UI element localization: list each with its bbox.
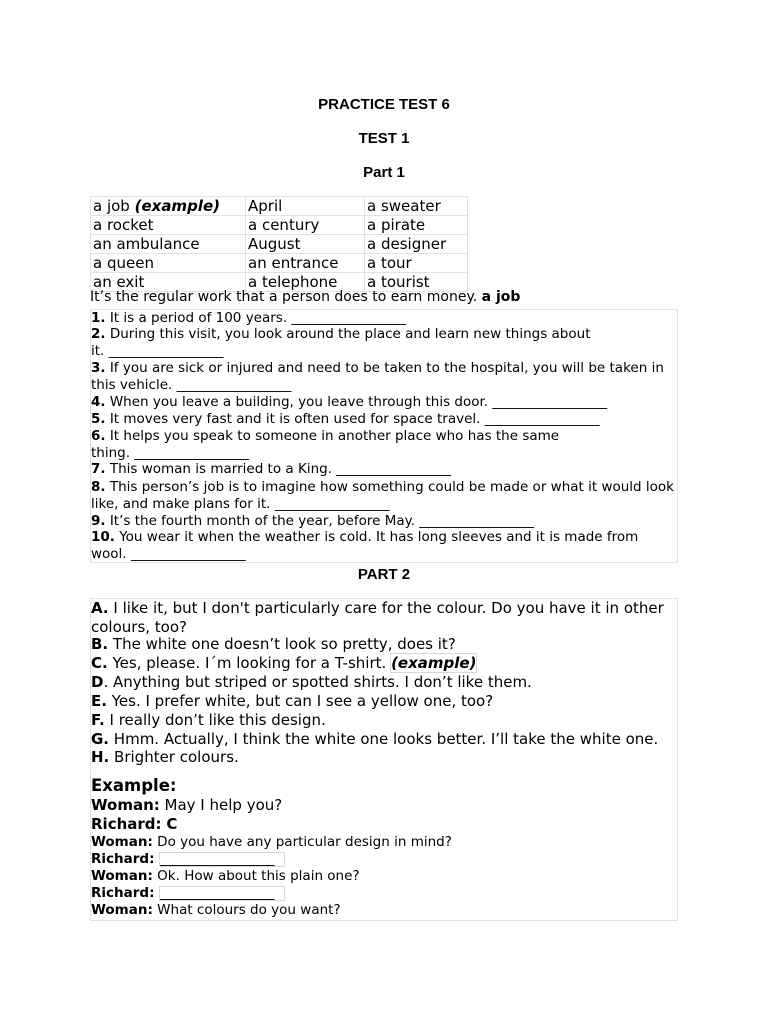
dialogue-text: What colours do you want? [157,902,341,918]
question-item [91,394,677,411]
speaker: Richard: [91,885,155,901]
question-item [91,513,677,530]
question-item [91,360,677,394]
question-text: If you are sick or injured and need to be taken to the hospital, you will be taken in this vehicle. _________________ [91,360,664,393]
dialogue-answer: C [166,815,178,833]
question-number: 8. [91,479,106,495]
word-cell [91,197,246,216]
option-text: Yes, please. I´m looking for a T-shirt. [112,654,387,672]
part2-heading: PART 2 [357,566,411,583]
part2-options [90,598,678,921]
question-number: 1. [91,310,106,326]
option-letter: A. [91,599,109,617]
question-item [91,529,677,563]
question-number: 9. [91,513,106,529]
dialogue-line [91,902,341,919]
part1-heading: Part 1 [363,164,405,181]
question-text-cont: it. _________________ [91,343,224,359]
word-cell: an entrance [246,254,365,273]
option-letter: E. [91,692,107,710]
option-text: The white one doesn’t look so pretty, does it? [112,635,456,653]
question-number: 7. [91,461,106,477]
dialogue-text: May I help you? [164,796,283,814]
word-cell: a pirate [365,216,468,235]
question-item [91,310,677,327]
option-letter: C. [91,654,108,672]
word-cell: August [246,235,365,254]
question-text: It’s the fourth month of the year, before May. _________________ [109,513,535,529]
question-text: It helps you speak to someone in another place who has the same [109,428,560,444]
word-row [91,254,468,273]
dialogue-line [91,885,285,902]
answer-blank[interactable]: _________________ [159,852,285,867]
answer-blank[interactable]: _________________ [159,886,285,901]
option-text: . Anything but striped or spotted shirts. I don’t like them. [103,673,532,691]
speaker: Woman: [91,834,153,850]
option-letter: F. [91,711,105,729]
example-sentence: It’s the regular work that a person does to earn money. [90,289,478,305]
word-cell: a tour [365,254,468,273]
question-item [91,461,677,478]
example-answer: a job [481,289,521,305]
option-item [91,730,677,749]
word-cell: a sweater [365,197,468,216]
question-item [91,411,677,428]
dialogue-line [91,797,282,814]
question-text: During this visit, you look around the place and learn new things about [109,326,591,342]
option-item [91,599,677,637]
option-letter: G. [91,730,110,748]
example-line [90,289,520,306]
question-text: It moves very fast and it is often used for space travel. _________________ [109,411,600,427]
option-text: Hmm. Actually, I think the white one looks better. I’ll take the white one. [113,730,659,748]
question-text: This woman is married to a King. _________________ [109,461,452,477]
option-letter: H. [91,748,110,766]
word-text: a job [93,197,130,215]
word-cell: a designer [365,235,468,254]
option-item [91,711,677,730]
word-cell: a rocket [91,216,246,235]
speaker: Richard: [91,851,155,867]
word-cell: an exit [91,273,246,292]
dialogue-line [91,816,177,833]
word-cell: a century [246,216,365,235]
question-text-cont: thing. _________________ [91,445,250,461]
word-cell: a tourist [365,273,468,292]
word-row [91,216,468,235]
example-tag: (example) [391,654,477,672]
dialogue-text: Do you have any particular design in mind? [157,834,452,850]
word-cell: April [246,197,365,216]
word-row [91,235,468,254]
example-tag: (example) [134,197,220,215]
dialogue-line [91,851,285,868]
speaker: Richard: [91,815,162,833]
question-number: 2. [91,326,106,342]
speaker: Woman: [91,868,153,884]
example-title: Example: [91,776,177,795]
question-number: 3. [91,360,106,376]
option-text: I really don’t like this design. [109,711,326,729]
option-item [91,673,677,692]
question-item [91,479,677,513]
question-number: 4. [91,394,106,410]
question-text: This person’s job is to imagine how something could be made or what it would look like, and make plans for it. _________________ [91,479,675,512]
option-letter: B. [91,635,109,653]
question-item [91,428,677,462]
question-number: 6. [91,428,106,444]
dialogue-text: Ok. How about this plain one? [157,868,360,884]
word-cell: an ambulance [91,235,246,254]
question-text: When you leave a building, you leave through this door. _________________ [109,394,608,410]
option-item [91,692,677,711]
option-letter: D [91,673,104,691]
word-table [90,196,468,292]
option-item [91,654,677,673]
test-subtitle: TEST 1 [358,130,410,147]
question-text: It is a period of 100 years. _________________ [109,310,407,326]
question-number: 10. [91,529,115,545]
dialogue-line [91,868,360,885]
word-cell: a telephone [246,273,365,292]
page-title: PRACTICE TEST 6 [318,96,450,113]
option-text: Yes. I prefer white, but can I see a yellow one, too? [111,692,494,710]
speaker: Woman: [91,796,160,814]
option-item [91,748,677,767]
speaker: Woman: [91,902,153,918]
word-row [91,197,468,216]
question-text: You wear it when the weather is cold. It has long sleeves and it is made from wool. _________________ [91,529,639,562]
dialogue-line [91,834,452,851]
option-text: I like it, but I don't particularly care for the colour. Do you have it in other colours, too? [91,599,664,636]
question-number: 5. [91,411,106,427]
option-item [91,635,677,654]
option-text: Brighter colours. [114,748,239,766]
part1-questions [90,309,678,563]
word-cell: a queen [91,254,246,273]
question-item [91,326,677,360]
